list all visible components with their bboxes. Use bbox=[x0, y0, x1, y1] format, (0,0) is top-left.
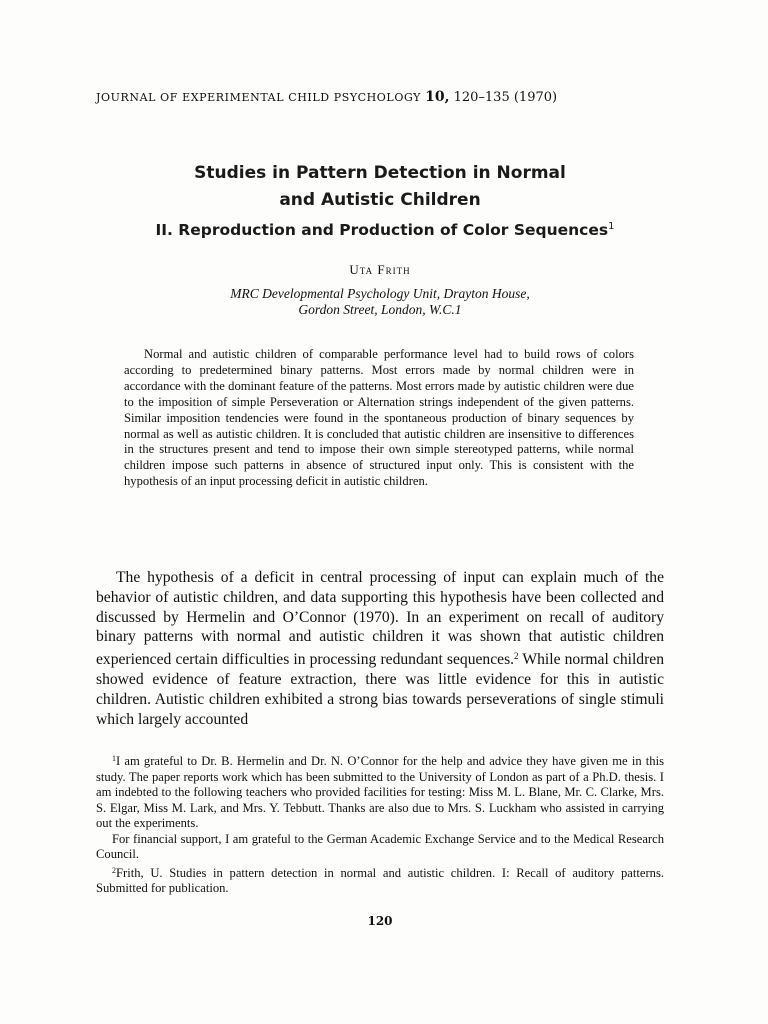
journal-pages: 120–135 (1970) bbox=[453, 90, 558, 105]
footnote-1-support: For financial support, I am grateful to the German Academic Exchange Service and to the Medical Research Council. bbox=[96, 831, 664, 861]
footnote-2-mark: 2 bbox=[112, 865, 116, 875]
journal-name: JOURNAL OF EXPERIMENTAL CHILD PSYCHOLOGY bbox=[96, 91, 422, 104]
page-number: 120 bbox=[367, 914, 393, 928]
footnote-1-text: I am grateful to Dr. B. Hermelin and Dr. N. O’Connor for the help and advice they have given me in this study. The paper reports work which has been submitted to the University of London as part of a Ph.D. thesis. I am indebted to the following teachers who provided facilities for testing: Miss M. L. Blane, Mr. C. Clarke, Mrs. S. Elgar, Miss M. Lark, and Mrs. Y. Tebbutt. Thanks are also due to Mrs. S. Luckham who assisted in carrying out the experiments. bbox=[96, 754, 664, 830]
footnote-1-mark: 1 bbox=[112, 754, 116, 763]
journal-header bbox=[96, 89, 676, 105]
footnote-2-text: Frith, U. Studies in pattern detection in normal and autistic children. I: Recall of auditory patterns. Submitted for publication. bbox=[96, 865, 664, 895]
affiliation-line-2: Gordon Street, London, W.C.1 bbox=[298, 302, 462, 317]
paper-title-line-1: Studies in Pattern Detection in Normal bbox=[194, 163, 566, 183]
footnotes bbox=[96, 751, 664, 897]
abstract-text: Normal and autistic children of comparable performance level had to build rows of colors according to predetermined binary patterns. Most errors made by normal children were in accordance with the dominant feature of the patterns. Most errors made by autistic children were due to the imposition of simple Perseveration or Alternation strings independent of the given patterns. Similar imposition tendencies were found in the spontaneous production of binary sequences by normal as well as autistic children. It is concluded that autistic children are insensitive to differences in the structures present and tend to impose their own simple stereotyped patterns, while normal children impose such patterns in absence of structured input only. This is consistent with the hypothesis of an input processing deficit in autistic children. bbox=[124, 347, 634, 489]
author-name: Uta Frith bbox=[349, 262, 411, 277]
abstract bbox=[124, 347, 634, 490]
subtitle-footnote-mark: 1 bbox=[608, 221, 615, 232]
subtitle-text: II. Reproduction and Production of Color Sequences bbox=[155, 221, 609, 239]
footnote-1 bbox=[96, 751, 664, 832]
paper-title-line-2: and Autistic Children bbox=[279, 190, 481, 210]
footnote-2 bbox=[96, 863, 664, 897]
body-paragraph bbox=[96, 568, 664, 729]
body-text-part-1: The hypothesis of a deficit in central processing of input can explain much of the behavior of autistic children, and data supporting this hypothesis have been collected and discussed by Hermelin and O’Connor (1970). In an experiment on recall of auditory binary patterns with normal and autistic children it was shown that autistic children experienced certain difficulties in processing redundant sequences. bbox=[96, 569, 664, 669]
body-text-part-2: While normal children showed evidence of feature extraction, there was little evidence for this in autistic children. Autistic children exhibited a strong bias towards perseverations of single stimuli which largely accounted bbox=[96, 651, 664, 728]
paper-subtitle bbox=[90, 221, 680, 239]
affiliation-line-1: MRC Developmental Psychology Unit, Drayton House, bbox=[230, 286, 530, 301]
body-footnote-mark: 2 bbox=[514, 651, 519, 662]
body-text bbox=[96, 568, 664, 729]
journal-volume: 10, bbox=[425, 89, 450, 105]
